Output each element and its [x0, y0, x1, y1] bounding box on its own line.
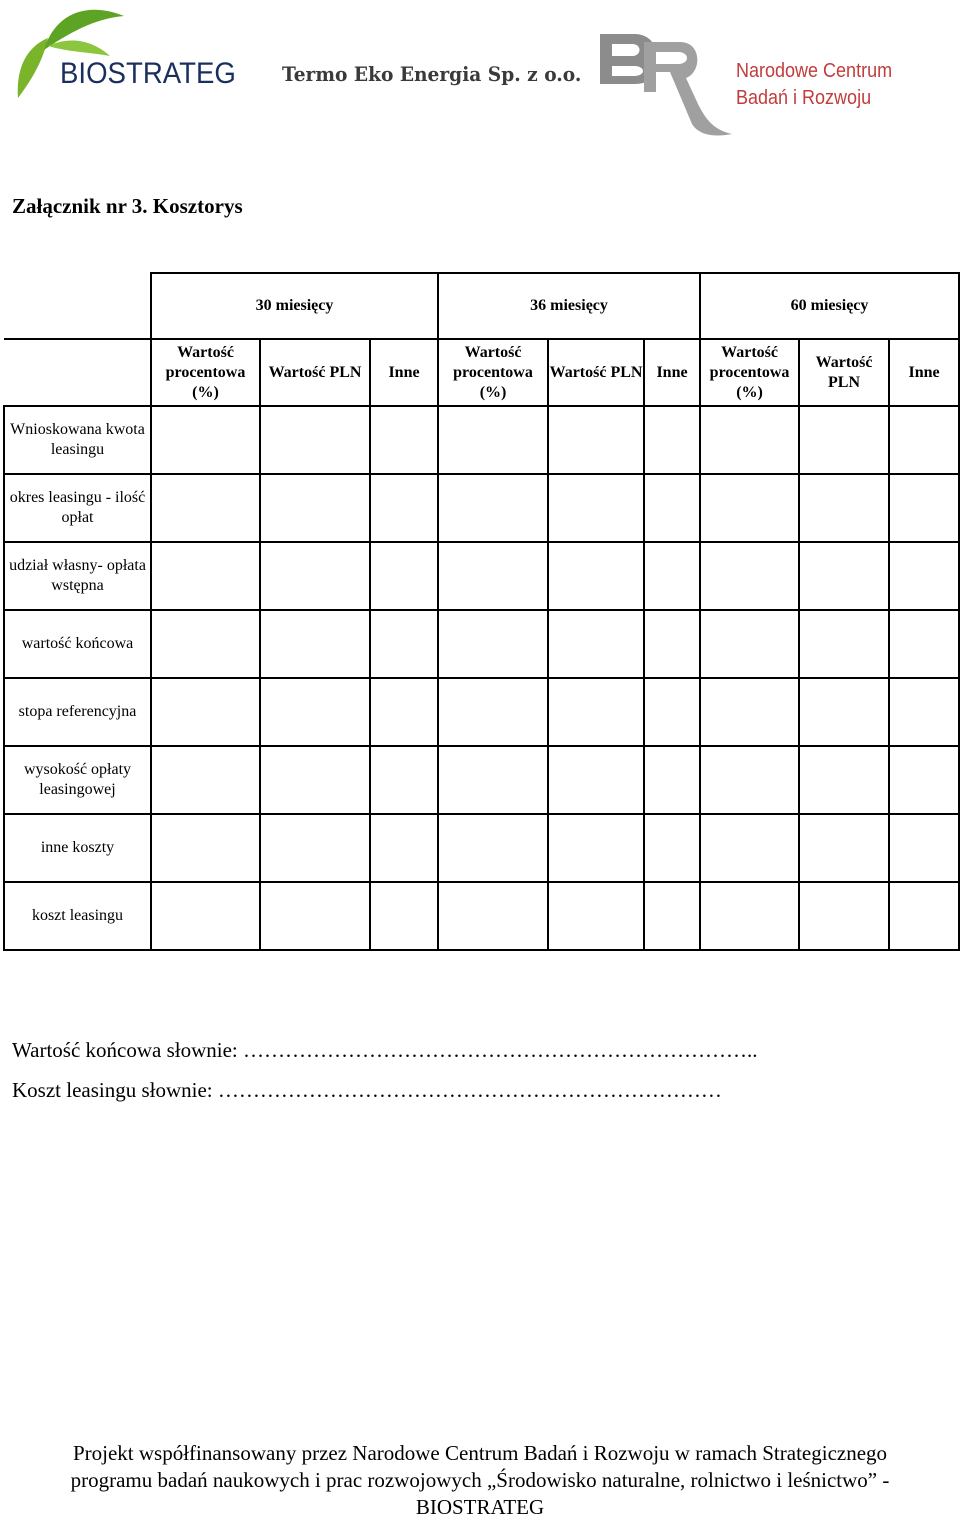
table-row [4, 678, 959, 746]
input-cell[interactable] [889, 474, 959, 542]
leasing-cost-words-field[interactable]: Koszt leasingu słownie: ……………………………………………………………… [12, 1078, 722, 1102]
input-cell[interactable] [799, 882, 889, 950]
table-body [4, 406, 959, 950]
input-cell[interactable] [889, 814, 959, 882]
input-cell[interactable] [151, 746, 260, 814]
input-cell[interactable] [438, 746, 548, 814]
input-cell[interactable] [370, 814, 438, 882]
input-cell[interactable] [644, 474, 700, 542]
input-cell[interactable] [260, 542, 370, 610]
input-cell[interactable] [799, 746, 889, 814]
input-cell[interactable] [548, 610, 644, 678]
input-cell[interactable] [644, 406, 700, 474]
row-label: okres leasingu - ilość opłat [4, 474, 151, 542]
input-cell[interactable] [889, 542, 959, 610]
input-cell[interactable] [370, 610, 438, 678]
input-cell[interactable] [799, 474, 889, 542]
input-cell[interactable] [799, 610, 889, 678]
cost-estimate-table [3, 272, 960, 951]
period-header: 30 miesięcy [151, 273, 438, 339]
footer-line: BIOSTRATEG [415, 1495, 545, 1519]
input-cell[interactable] [548, 814, 644, 882]
row-label: stopa referencyjna [4, 678, 151, 746]
biostrateg-logo [14, 2, 244, 102]
subheader-percent: Wartość procentowa (%) [438, 339, 548, 406]
input-cell[interactable] [889, 406, 959, 474]
input-cell[interactable] [548, 882, 644, 950]
subheader-pln: Wartość PLN [548, 339, 644, 406]
input-cell[interactable] [260, 746, 370, 814]
input-cell[interactable] [799, 542, 889, 610]
table-row [4, 406, 959, 474]
input-cell[interactable] [438, 610, 548, 678]
biostrateg-logo-text: BIOSTRATEG [60, 57, 236, 90]
input-cell[interactable] [799, 678, 889, 746]
input-cell[interactable] [438, 406, 548, 474]
row-label: wysokość opłaty leasingowej [4, 746, 151, 814]
input-cell[interactable] [644, 814, 700, 882]
input-cell[interactable] [260, 814, 370, 882]
input-cell[interactable] [438, 814, 548, 882]
document-title: Załącznik nr 3. Kosztorys [12, 194, 243, 218]
input-cell[interactable] [700, 542, 799, 610]
input-cell[interactable] [548, 542, 644, 610]
row-label: Wnioskowana kwota leasingu [4, 406, 151, 474]
table-row [4, 882, 959, 950]
input-cell[interactable] [889, 882, 959, 950]
table-corner [4, 273, 151, 339]
input-cell[interactable] [151, 610, 260, 678]
input-cell[interactable] [151, 474, 260, 542]
input-cell[interactable] [370, 474, 438, 542]
subheader-other: Inne [889, 339, 959, 406]
input-cell[interactable] [889, 610, 959, 678]
table-corner [4, 339, 151, 406]
input-cell[interactable] [700, 610, 799, 678]
input-cell[interactable] [644, 678, 700, 746]
input-cell[interactable] [644, 746, 700, 814]
input-cell[interactable] [370, 406, 438, 474]
input-cell[interactable] [151, 678, 260, 746]
input-cell[interactable] [438, 678, 548, 746]
input-cell[interactable] [260, 882, 370, 950]
input-cell[interactable] [151, 814, 260, 882]
input-cell[interactable] [548, 474, 644, 542]
table-row [4, 542, 959, 610]
termo-eko-energia-logo: Termo Eko Energia Sp. z o.o. [282, 62, 582, 86]
input-cell[interactable] [889, 746, 959, 814]
table-row [4, 610, 959, 678]
row-label: wartość końcowa [4, 610, 151, 678]
input-cell[interactable] [889, 678, 959, 746]
input-cell[interactable] [799, 814, 889, 882]
table-row [4, 814, 959, 882]
input-cell[interactable] [260, 678, 370, 746]
input-cell[interactable] [438, 542, 548, 610]
input-cell[interactable] [644, 882, 700, 950]
input-cell[interactable] [370, 746, 438, 814]
table-row [4, 474, 959, 542]
ncbr-logo-line1: Narodowe Centrum [736, 60, 893, 82]
footer-line: Projekt współfinansowany przez Narodowe Centrum Badań i Rozwoju w ramach Strategicznego [72, 1441, 888, 1465]
subheader-pln: Wartość PLN [260, 339, 370, 406]
input-cell[interactable] [548, 746, 644, 814]
input-cell[interactable] [260, 406, 370, 474]
input-cell[interactable] [370, 678, 438, 746]
final-value-words-field[interactable]: Wartość końcowa słownie: ……………………………………………………………….. [12, 1038, 758, 1062]
ncbr-logo [594, 28, 914, 140]
input-cell[interactable] [700, 882, 799, 950]
input-cell[interactable] [700, 814, 799, 882]
subheader-pln: Wartość PLN [799, 339, 889, 406]
input-cell[interactable] [700, 746, 799, 814]
row-label: inne koszty [4, 814, 151, 882]
subheader-percent: Wartość procentowa (%) [151, 339, 260, 406]
subheader-percent: Wartość procentowa (%) [700, 339, 799, 406]
input-cell[interactable] [438, 882, 548, 950]
input-cell[interactable] [548, 406, 644, 474]
row-label: koszt leasingu [4, 882, 151, 950]
input-cell[interactable] [644, 610, 700, 678]
input-cell[interactable] [260, 610, 370, 678]
input-cell[interactable] [548, 678, 644, 746]
input-cell[interactable] [151, 542, 260, 610]
input-cell[interactable] [370, 882, 438, 950]
input-cell[interactable] [644, 542, 700, 610]
period-header: 36 miesięcy [438, 273, 700, 339]
row-label: udział własny- opłata wstępna [4, 542, 151, 610]
input-cell[interactable] [260, 474, 370, 542]
table-row [4, 746, 959, 814]
input-cell[interactable] [700, 678, 799, 746]
input-cell[interactable] [151, 406, 260, 474]
input-cell[interactable] [700, 474, 799, 542]
input-cell[interactable] [438, 474, 548, 542]
input-cell[interactable] [700, 406, 799, 474]
ncbr-logo-line2: Badań i Rozwoju [736, 87, 872, 109]
footer-line: programu badań naukowych i prac rozwojowych „Środowisko naturalne, rolnictwo i leśnictwo” - [70, 1468, 890, 1492]
input-cell[interactable] [151, 882, 260, 950]
subheader-other: Inne [644, 339, 700, 406]
subheader-other: Inne [370, 339, 438, 406]
footer [0, 1440, 960, 1521]
input-cell[interactable] [799, 406, 889, 474]
input-cell[interactable] [370, 542, 438, 610]
ncbr-br-icon [594, 28, 744, 140]
period-header: 60 miesięcy [700, 273, 959, 339]
